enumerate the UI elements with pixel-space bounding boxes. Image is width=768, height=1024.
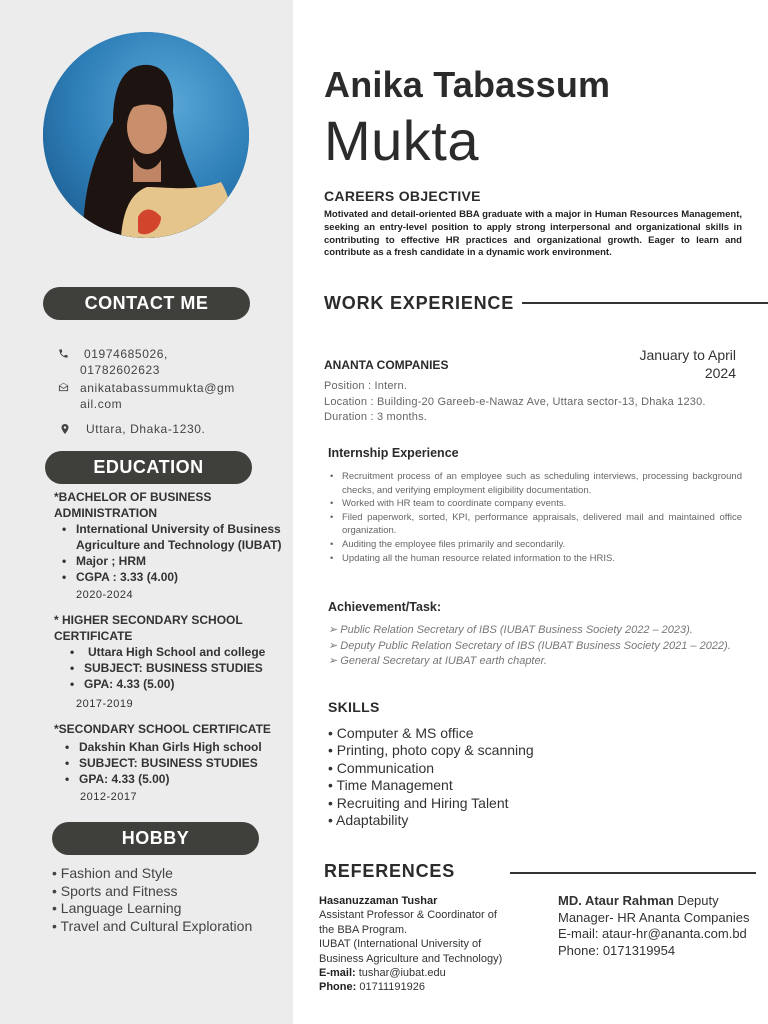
profile-photo (43, 32, 249, 238)
reference-1-line: IUBAT (International University of (319, 938, 482, 951)
education-year: 2012-2017 (80, 791, 138, 803)
job-position: Position : Intern. (324, 380, 408, 392)
reference-1 (319, 894, 519, 995)
education-major: • Major ; HRM (54, 553, 289, 569)
skills-heading: SKILLS (328, 699, 380, 715)
reference-1-email-label: E-mail: (319, 967, 356, 980)
duty-item: • Filed paperwork, sorted, KPI, performance appraisals, delivered mail and maintained office organization. (328, 511, 742, 538)
references-heading: REFERENCES (324, 861, 456, 881)
duty-item: • Worked with HR team to coordinate company events. (328, 497, 742, 511)
email-line-1: anikatabassummukta@gm (80, 381, 235, 395)
duty-item: • Updating all the human resource related information to the HRIS. (328, 552, 742, 566)
education-gpa: • GPA: 4.33 (5.00) (57, 771, 289, 787)
phone-line-2: 01782602623 (80, 363, 161, 377)
hobby-item: • Language Learning (52, 900, 252, 918)
education-year: 2020-2024 (76, 589, 134, 601)
profile-photo-illustration (43, 32, 249, 238)
education-entry-hsc (54, 612, 289, 712)
education-subject: • SUBJECT: BUSINESS STUDIES (57, 755, 289, 771)
reference-2-line: Phone: 0171319954 (558, 942, 676, 958)
achievement-item: ➢ General Secretary at IUBAT earth chapter. (328, 655, 547, 667)
duty-item: • Recruitment process of an employee such as scheduling interviews, processing background checks, and verifying employment eligibility documentation. (328, 470, 742, 497)
reference-1-phone-label: Phone: (319, 981, 357, 994)
education-title: * HIGHER SECONDARY SCHOOL (54, 613, 243, 627)
company-name: ANANTA COMPANIES (324, 358, 449, 372)
education-institution: • Dakshin Khan Girls High school (57, 739, 289, 755)
reference-2-title-tail: Deputy (677, 893, 719, 908)
reference-2 (558, 893, 758, 959)
internship-duties (328, 470, 742, 565)
hobby-heading: HOBBY (52, 822, 259, 855)
education-year: 2017-2019 (76, 698, 134, 710)
education-title: *BACHELOR OF BUSINESS (54, 490, 212, 504)
reference-1-phone: 01711191926 (359, 981, 426, 994)
work-dates-line-1: January to April (639, 347, 736, 363)
reference-2-line: E-mail: ataur-hr@ananta.com.bd (558, 926, 747, 942)
education-entry-bba (54, 489, 289, 603)
contact-address (58, 421, 205, 437)
hobby-list (52, 865, 252, 935)
education-title: *SECONDARY SCHOOL CERTIFICATE (54, 722, 271, 736)
education-gpa: • CGPA : 3.33 (4.00) (54, 569, 289, 585)
phone-line-1: 01974685026, (84, 347, 168, 361)
skill-item: • Time Management (328, 777, 453, 794)
duty-item: • Auditing the employee files primarily and secondarily. (328, 538, 742, 552)
education-entry-ssc (54, 721, 289, 805)
skill-item: • Printing, photo copy & scanning (328, 742, 534, 759)
education-heading: EDUCATION (45, 451, 252, 484)
contact-phone (58, 346, 168, 378)
contact-email (58, 380, 235, 412)
contact-heading: CONTACT ME (43, 287, 250, 320)
achievement-item: ➢ Deputy Public Relation Secretary of IBS (IUBAT Business Society 2021 – 2022). (328, 639, 731, 652)
phone-icon (58, 346, 80, 359)
skills-list (328, 725, 534, 829)
reference-1-line: Business Agriculture and Technology) (319, 952, 503, 965)
work-experience-divider (522, 302, 768, 304)
address-text: Uttara, Dhaka-1230. (86, 422, 206, 436)
objective-heading: CAREERS OBJECTIVE (324, 188, 481, 204)
reference-1-line: Assistant Professor & Coordinator of (319, 909, 497, 922)
objective-text: Motivated and detail-oriented BBA graduate with a major in Human Resources Management, seeking an entry-level position to apply strong interpersonal and organizational skills in contributing to effective HR practices and organizational growth. Eager to learn and contribute as a fresh candidate in a dynamic work environment. (324, 209, 742, 259)
location-pin-icon (58, 421, 80, 435)
reference-2-name: MD. Ataur Rahman (558, 893, 674, 908)
education-details (54, 521, 289, 585)
reference-2-line: Manager- HR Ananta Companies (558, 909, 750, 925)
mail-icon (58, 380, 80, 393)
skill-item: • Computer & MS office (328, 725, 474, 741)
education-institution: • Uttara High School and college (62, 644, 289, 660)
achievement-list (328, 623, 731, 670)
work-dates-line-2: 2024 (704, 365, 736, 381)
work-dates (596, 346, 736, 382)
education-details (54, 644, 289, 692)
references-divider (510, 872, 756, 874)
hobby-item: • Sports and Fitness (52, 883, 252, 901)
job-details (324, 379, 706, 426)
education-details (54, 739, 289, 787)
achievement-item: ➢ Public Relation Secretary of IBS (IUBAT Business Society 2022 – 2023). (328, 624, 693, 636)
job-duration: Duration : 3 months. (324, 411, 428, 423)
email-line-2: ail.com (80, 397, 123, 411)
hobby-item: • Fashion and Style (52, 865, 252, 883)
skill-item: • Recruiting and Hiring Talent (328, 794, 509, 811)
name-last: Mukta (324, 109, 479, 172)
education-gpa: • GPA: 4.33 (5.00) (62, 676, 289, 692)
education-subject: • SUBJECT: BUSINESS STUDIES (62, 660, 289, 676)
education-title: ADMINISTRATION (54, 506, 158, 520)
work-experience-heading: WORK EXPERIENCE (324, 293, 515, 313)
skill-item: • Communication (328, 759, 435, 776)
hobby-item: • Travel and Cultural Exploration (52, 918, 252, 936)
achievement-heading: Achievement/Task: (328, 600, 442, 614)
job-location: Location : Building-20 Gareeb-e-Nawaz Ave, Uttara sector-13, Dhaka 1230. (324, 395, 706, 408)
internship-heading: Internship Experience (328, 446, 459, 460)
skill-item: • Adaptability (328, 812, 409, 829)
education-title: CERTIFICATE (54, 629, 133, 643)
name-first: Anika Tabassum (324, 64, 611, 105)
reference-1-email: tushar@iubat.edu (358, 967, 446, 980)
reference-1-line: the BBA Program. (319, 923, 408, 936)
education-institution: • International University of Business Agriculture and Technology (IUBAT) (54, 521, 289, 553)
reference-1-name: Hasanuzzaman Tushar (319, 895, 438, 907)
